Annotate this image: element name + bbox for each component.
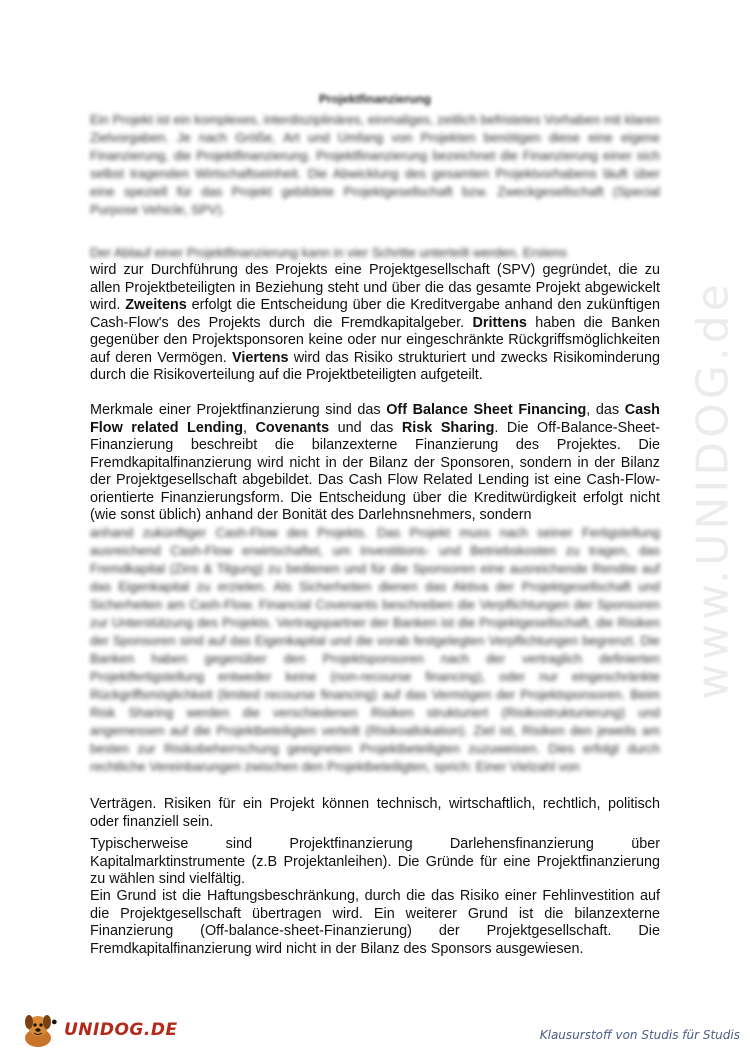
- covenants-keyword: Covenants: [255, 419, 330, 436]
- merkmale-text-4: und das: [329, 419, 402, 436]
- logo-text: UNIDOG.DE: [64, 1020, 178, 1040]
- step-three-keyword: Drittens: [472, 314, 527, 331]
- step-four-keyword: Viertens: [232, 349, 289, 366]
- watermark: [683, 245, 743, 735]
- merkmale-blurred-continuation: anhand zukünftiger Cash-Flow des Projekts. Das Projekt muss nach seiner Fertigstellung ausreichend Cash-Flow erwirtschaftet, um Investitions- und Betriebskosten zu tragen, das Fremdkapital (Zins & Tilgung) zu bedienen und für die Sponsoren eine ausreichende Rendite auf das Eigenkapital zu erzielen. Als Sicherheiten dienen das Aktiva der Projektgesellschaft und Sicherheiten am Cash-Flow. Financial Covenants beschreiben die Verpflichtungen der Sponsoren zur Unterstützung des Projekts. Vertragspartner der Banken ist die Projektgesellschaft, die Risiken der Sponsoren sind auf das Eigenkapital und die vorab festgelegten Verpflichtungen begrenzt. Die Banken haben gegenüber den Projektsponsoren nach der vertraglich definierten Projektfertigstellung entweder keine (non-recourse financing), oder nur eingeschränkte Rückgriffsmöglichkeit (limited recourse financing) auf das Vermögen der Projektsponsoren. Beim Risk Sharing werden die verschiedenen Risiken strukturiert (Risikostrukturierung) und angemessen auf die Projektbeteiligten verteilt (Risikoallokation). Ziel ist, Risiken den jeweils am besten zur Risikobeherrschung geeigneten Projektbeteiligten zuzuweisen. Dies erfolgt durch rechtliche Vereinbarungen zwischen den Projektbeteiligten, sprich: Einer Vielzahl von: [90, 525, 660, 774]
- steps-paragraph: [90, 262, 660, 385]
- steps-text-4: wird das Risiko strukturiert und zwecks Risikominderung durch die Risikoverteilung auf die Projektbeteiligten aufgeteilt.: [90, 349, 660, 383]
- steps-text-1: wird zur Durchführung des Projekts eine Projektgesellschaft (SPV) gegründet, die zu allen Projektbeteiligten in Beziehung steht und über die das gesamte Projekt abgewickelt wird.: [90, 262, 660, 313]
- steps-lead-line: Der Ablauf einer Projektfinanzierung kann in vier Schritte unterteilt werden. Erstens: [90, 245, 567, 260]
- off-balance-keyword: Off Balance Sheet Financing: [386, 402, 587, 418]
- steps-text-2: erfolgt die Entscheidung über die Kreditvergabe anhand den zukünftigen Cash-Flow's des Projekts durch die Fremdkapitalgeber.: [90, 297, 660, 331]
- merkmale-text-3: ,: [242, 419, 256, 436]
- merkmale-paragraph: [90, 402, 660, 525]
- paw-icon: ●: [51, 1016, 58, 1028]
- footer-tagline: Klausurstoff von Studis für Studis: [539, 1028, 740, 1042]
- page-title: Projektfinanzierung: [318, 92, 431, 106]
- cash-flow-keyword: Cash Flow related Lending: [90, 402, 660, 436]
- merkmale-text-2: , das: [586, 402, 625, 418]
- intro-paragraph: Ein Projekt ist ein komplexes, interdisziplinäres, einmaliges, zeitlich befristetes Vorhaben mit klaren Zielvorgaben. Je nach Größe, Art und Umfang von Projekten benötigen diese eine eigene Finanzierung, die Projektfinanzierung. Projektfinanzierung bezeichnet die Finanzierung einer sich selbst tragenden Wirtschaftseinheit. Die Abwicklung des gesamten Projektvorhabens läuft über eine speziell für das Projekt gebildete Projektgesellschaft bzw. Zweckgesellschaft (Special Purpose Vehicle, SPV).: [90, 112, 660, 217]
- typisch-paragraph: Typischerweise sind Projektfinanzierung Darlehensfinanzierung über Kapitalmarktinstrumente (z.B Projektanleihen). Die Gründe für eine Projektfinanzierung zu wählen sind vielfältig.: [90, 836, 660, 887]
- merkmale-text-5: . Die Off-Balance-Sheet-Finanzierung beschreibt die bilanzexterne Finanzierung des Projektes. Die Fremdkapitalfinanzierung wird nicht in der Bilanz der Sponsoren, sondern in der Bilanz der Projektgesellschaft abgebildet. Das Cash Flow Related Lending ist eine Cash-Flow-orientierte Finanzierungsform. Die Entscheidung über die Kreditwürdigkeit erfolgt nicht (wie sonst üblich) anhand der Bonität des Darlehnsnehmers, sondern: [90, 419, 660, 523]
- risk-paragraph: Verträgen. Risiken für ein Projekt können technisch, wirtschaftlich, rechtlich, politisch oder finanziell sein.: [90, 796, 660, 830]
- grund-paragraph: Ein Grund ist die Haftungsbeschränkung, durch die das Risiko einer Fehlinvestition auf die Projektgesellschaft übertragen wird. Ein weiterer Grund ist die bilanzexterne Finanzierung (Off-balance-sheet-Finanzierung) der Projektgesellschaft. Die Fremdkapitalfinanzierung wird nicht in der Bilanz des Sponsors ausgewiesen.: [90, 888, 660, 957]
- risk-sharing-keyword: Risk Sharing: [401, 419, 495, 436]
- watermark-text: www.UNIDOG.de: [687, 280, 739, 700]
- steps-text-3: haben die Banken gegenüber den Projektsponsoren keine oder nur eingeschränkte Rückgriffsmöglichkeiten auf deren Vermögen.: [90, 314, 660, 366]
- merkmale-text-1: Merkmale einer Projektfinanzierung sind das: [90, 402, 387, 418]
- step-two-keyword: Zweitens: [125, 297, 187, 313]
- unidog-logo[interactable]: [18, 1010, 178, 1050]
